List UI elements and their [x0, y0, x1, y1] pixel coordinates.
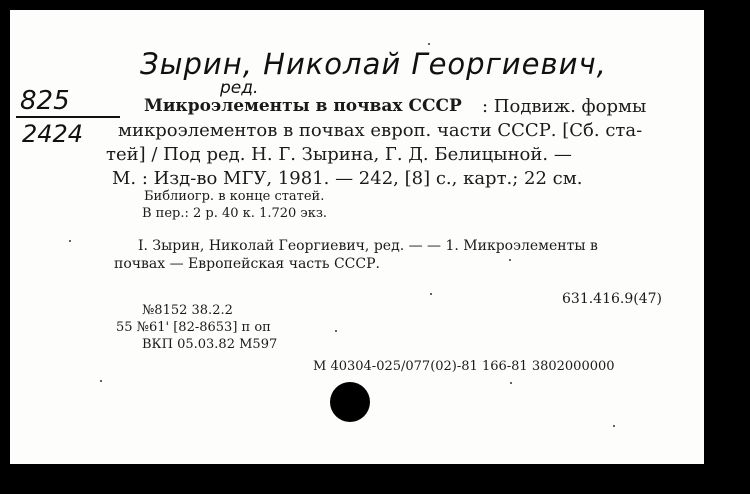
classification-line-a: №8152 38.2.2	[142, 303, 233, 318]
index-code: М 40304-025/077(02)-81 166-81 3802000000	[313, 359, 615, 374]
entry-line3: тей] / Под ред. Н. Г. Зырина, Г. Д. Белицыной. —	[106, 144, 572, 165]
tracing-line2: почвах — Европейская часть СССР.	[114, 256, 380, 272]
entry-line4: М. : Изд-во МГУ, 1981. — 242, [8] с., карт.; 22 см.	[112, 168, 583, 189]
catalog-card	[10, 10, 704, 464]
dust-speck	[69, 240, 71, 242]
handwritten-role: ред.	[220, 78, 259, 98]
tracing-line1: I. Зырин, Николай Георгиевич, ред. — — 1. Микроэлементы в	[138, 238, 598, 254]
handwritten-number-bottom: 2424	[22, 120, 84, 148]
entry-note1: Библиогр. в конце статей.	[144, 189, 325, 204]
dust-speck	[430, 293, 432, 295]
entry-line2: микроэлементов в почвах европ. части СССР. [Сб. ста-	[118, 120, 643, 141]
dust-speck	[428, 43, 430, 45]
classification-line-b: 55 №61' [82-8653] п оп	[116, 320, 271, 335]
udc-number: 631.416.9(47)	[562, 291, 662, 307]
handwritten-underline	[16, 116, 120, 118]
punch-hole	[330, 382, 370, 422]
handwritten-number-top: 825	[20, 86, 70, 116]
entry-note2: В пер.: 2 р. 40 к. 1.720 экз.	[142, 206, 328, 221]
handwritten-author-heading: Зырин, Николай Георгиевич,	[140, 47, 607, 81]
entry-title: Микроэлементы в почвах СССР	[144, 96, 462, 116]
classification-line-c: ВКП 05.03.82 М597	[142, 337, 278, 352]
entry-line1-rest: : Подвиж. формы	[482, 96, 647, 117]
dust-speck	[613, 425, 615, 427]
dust-speck	[335, 330, 337, 332]
dust-speck	[509, 259, 511, 261]
dust-speck	[510, 382, 512, 384]
dust-speck	[100, 380, 102, 382]
